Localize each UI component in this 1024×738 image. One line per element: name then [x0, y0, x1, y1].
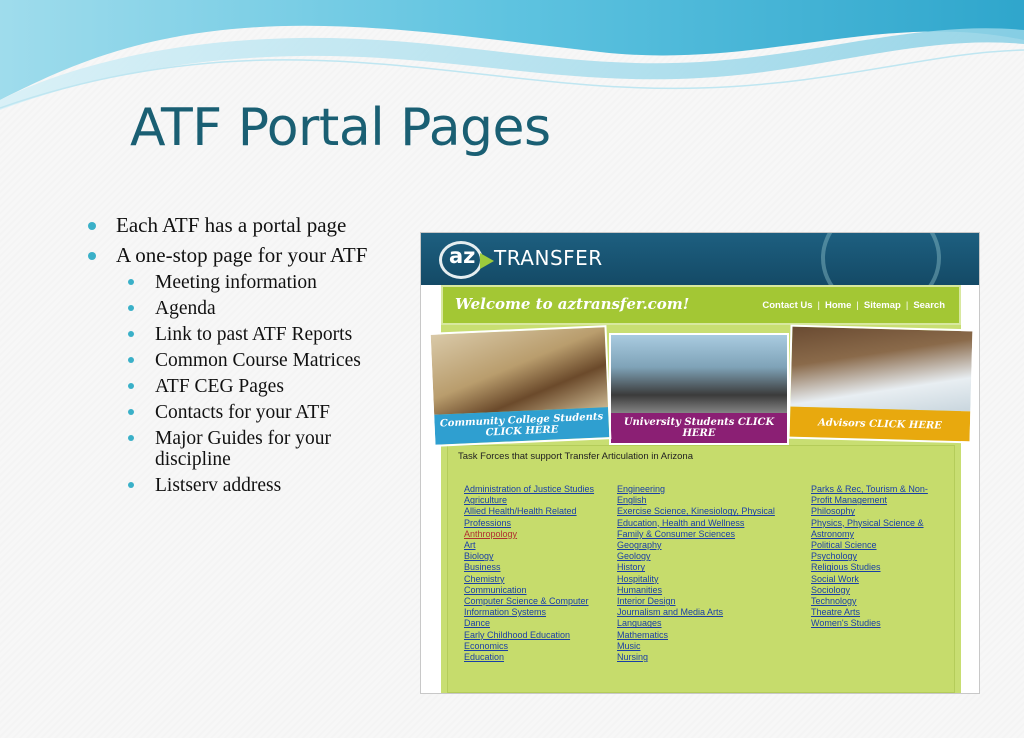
task-force-link[interactable]: Languages [617, 618, 662, 629]
sub-bullet-item: Link to past ATF Reports [88, 324, 418, 345]
nav-search[interactable]: Search [913, 300, 945, 311]
sub-bullet-item: Common Course Matrices [88, 350, 418, 371]
top-nav [762, 300, 945, 311]
task-force-link[interactable]: Computer Science & Computer [464, 596, 589, 607]
bullet-dot-icon [128, 402, 155, 415]
nav-contact-us[interactable]: Contact Us [762, 300, 813, 311]
task-force-link[interactable]: Profit Management [811, 495, 888, 506]
advisors-banner: Advisors CLICK HERE [790, 407, 971, 442]
task-force-column-1 [464, 484, 594, 663]
community-college-card[interactable] [429, 325, 612, 447]
bullet-dot-icon [128, 350, 155, 363]
task-force-link[interactable]: Economics [464, 640, 509, 651]
advisors-photo [790, 327, 972, 412]
task-force-link[interactable]: Professions [464, 517, 512, 528]
welcome-heading: Welcome to aztransfer.com! [455, 295, 690, 313]
nav-home[interactable]: Home [825, 300, 852, 311]
logo-transfer: TRANSFER [494, 246, 603, 270]
task-force-link[interactable]: Hospitality [617, 573, 659, 584]
students-photo [611, 335, 787, 415]
bullet-dot-icon [128, 376, 155, 389]
task-force-link[interactable]: Sociology [811, 584, 851, 595]
task-force-link[interactable]: Social Work [811, 573, 859, 584]
bullet-item: Each ATF has a portal page [88, 214, 418, 236]
task-force-link[interactable]: Communication [464, 584, 527, 595]
nav-separator: | [817, 300, 820, 311]
sub-bullet-item: Agenda [88, 298, 418, 319]
task-force-link[interactable]: Chemistry [464, 573, 505, 584]
task-force-link[interactable]: Family & Consumer Sciences [617, 528, 736, 539]
nav-separator: | [856, 300, 859, 311]
task-force-link[interactable]: Psychology [811, 551, 858, 562]
bullet-dot-icon [128, 298, 155, 311]
student-photo [431, 327, 608, 415]
sub-bullet-item: Listserv address [88, 475, 418, 496]
task-force-link[interactable]: Nursing [617, 652, 649, 663]
site-body [441, 285, 961, 694]
university-students-banner: University Students CLICK HERE [611, 413, 787, 443]
nav-separator: | [905, 300, 909, 311]
task-forces-panel [447, 445, 955, 693]
task-force-link[interactable]: Humanities [617, 584, 663, 595]
task-force-link[interactable]: Geology [617, 551, 651, 562]
task-force-link[interactable]: Education, Health and Wellness [617, 517, 745, 528]
task-force-link[interactable]: Anthropology [464, 528, 518, 539]
task-force-column-3 [811, 484, 928, 630]
university-students-card[interactable] [609, 333, 789, 445]
bullet-dot-icon [128, 475, 155, 488]
website-screenshot [420, 232, 980, 694]
task-force-link[interactable]: Astronomy [811, 528, 855, 539]
task-force-link[interactable]: Business [464, 562, 501, 573]
task-force-link[interactable]: Early Childhood Education [464, 629, 571, 640]
task-force-link[interactable]: Philosophy [811, 506, 856, 517]
task-force-link[interactable]: Technology [811, 596, 857, 607]
task-force-link[interactable]: Interior Design [617, 596, 676, 607]
task-force-link[interactable]: English [617, 495, 647, 506]
task-force-link[interactable]: Geography [617, 540, 662, 551]
sub-bullet-item: Meeting information [88, 272, 418, 293]
sub-bullet-item: Major Guides for your discipline [88, 428, 418, 470]
site-header [421, 233, 980, 285]
task-force-link[interactable]: Art [464, 540, 476, 551]
bullet-list [88, 214, 418, 501]
task-forces-title: Task Forces that support Transfer Articulation in Arizona [458, 451, 693, 462]
task-force-column-2 [617, 484, 775, 663]
task-force-link[interactable]: Administration of Justice Studies [464, 484, 595, 494]
advisors-card[interactable] [788, 325, 975, 444]
bullet-dot-icon [88, 244, 116, 260]
bullet-dot-icon [128, 324, 155, 337]
task-force-link[interactable]: Women's Studies [811, 618, 881, 629]
task-force-link[interactable]: Engineering [617, 484, 666, 494]
task-force-link[interactable]: Music [617, 640, 641, 651]
task-force-link[interactable]: Journalism and Media Arts [617, 607, 724, 618]
community-college-banner: Community College Students CLICK HERE [434, 407, 609, 445]
task-force-link[interactable]: Parks & Rec, Tourism & Non- [811, 484, 928, 494]
bullet-dot-icon [128, 272, 155, 285]
task-force-link[interactable]: Political Science [811, 540, 877, 551]
nav-sitemap[interactable]: Sitemap [863, 300, 901, 311]
task-force-link[interactable]: Theatre Arts [811, 607, 861, 618]
bullet-dot-icon [128, 428, 155, 441]
task-force-link[interactable]: Mathematics [617, 629, 669, 640]
task-force-link[interactable]: Information Systems [464, 607, 547, 618]
task-force-link[interactable]: History [617, 562, 646, 573]
sub-bullet-item: Contacts for your ATF [88, 402, 418, 423]
welcome-bar [441, 285, 961, 325]
task-force-link[interactable]: Education [464, 652, 505, 663]
task-force-link[interactable]: Physics, Physical Science & [811, 517, 924, 528]
bullet-dot-icon [88, 214, 116, 230]
task-force-link[interactable]: Agriculture [464, 495, 508, 506]
task-force-link[interactable]: Dance [464, 618, 491, 629]
task-force-link[interactable]: Allied Health/Health Related [464, 506, 577, 517]
slide-title: ATF Portal Pages [130, 98, 551, 158]
logo-arrow-icon [480, 253, 494, 269]
sub-bullet-item: ATF CEG Pages [88, 376, 418, 397]
logo-az: az [449, 244, 476, 268]
task-force-link[interactable]: Exercise Science, Kinesiology, Physical [617, 506, 775, 517]
task-force-link[interactable]: Religious Studies [811, 562, 881, 573]
bullet-item: A one-stop page for your ATF [88, 244, 418, 266]
task-force-link[interactable]: Biology [464, 551, 494, 562]
